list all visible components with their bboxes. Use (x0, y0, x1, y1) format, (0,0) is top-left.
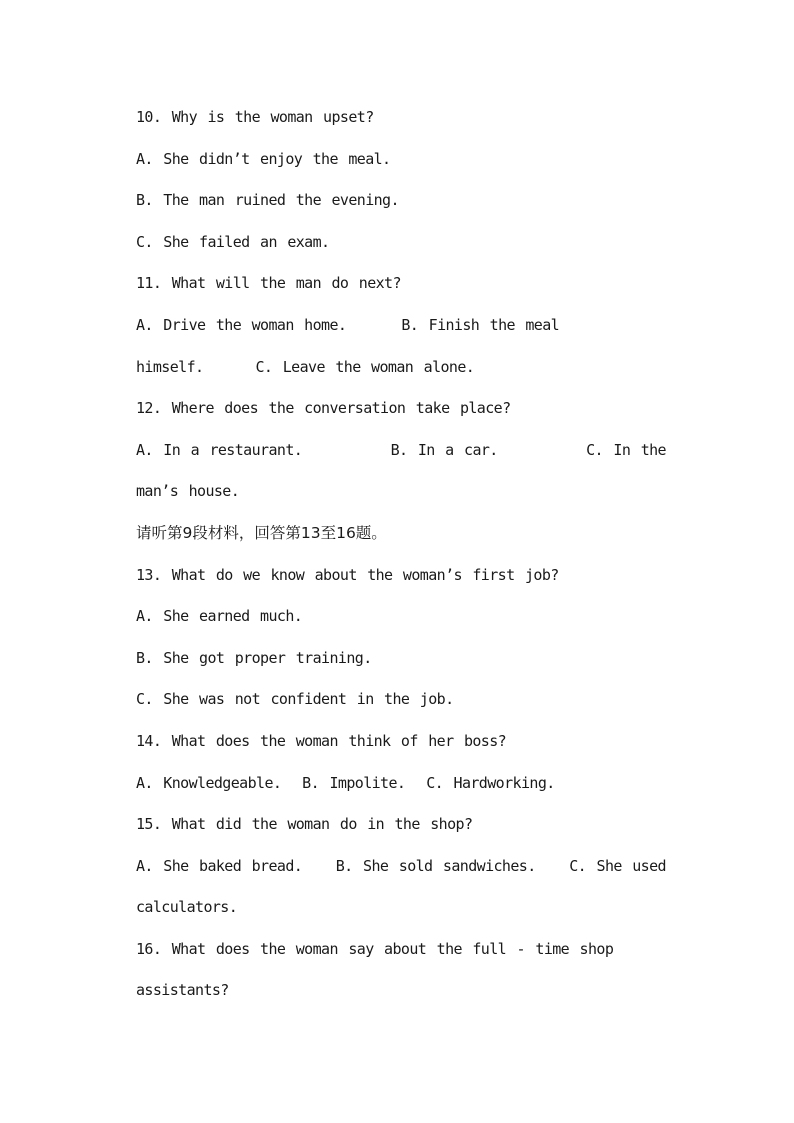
q13-option-c: C. She was not confident in the job. (136, 690, 454, 709)
q15-option-a: A. She baked bread. (136, 856, 303, 875)
q11-options-row (136, 305, 666, 347)
q12-option-a: A. In a restaurant. (136, 440, 303, 459)
question-16: 16. What does the woman say about the full - time shop (136, 939, 614, 958)
q15-options-row (136, 846, 666, 888)
q15-option-c: C. She used (569, 856, 666, 875)
q14-options: A. Knowledgeable. B. Impolite. C. Hardworking. (136, 773, 555, 792)
q13-option-b: B. She got proper training. (136, 648, 372, 667)
q12-option-c-continued: man’s house. (136, 482, 240, 501)
q13-option-a: A. She earned much. (136, 607, 303, 626)
q10-option-a: A. She didn’t enjoy the meal. (136, 149, 391, 168)
q15-option-b: B. She sold sandwiches. (335, 856, 536, 875)
q12-option-c: C. In the (586, 440, 666, 459)
q11-options-row-2 (136, 347, 666, 389)
question-15: 15. What did the woman do in the shop? (136, 815, 473, 834)
question-11: 11. What will the man do next? (136, 274, 401, 293)
q11-option-b: B. Finish the meal (401, 315, 560, 334)
question-16-continued: assistants? (136, 981, 229, 1000)
q12-options-row (136, 430, 666, 472)
q15-option-c-continued: calculators. (136, 898, 238, 917)
q10-option-c: C. She failed an exam. (136, 232, 330, 251)
q12-option-b: B. In a car. (390, 440, 498, 459)
q10-option-b: B. The man ruined the evening. (136, 191, 399, 210)
question-10: 10. Why is the woman upset? (136, 108, 374, 126)
exam-page (136, 97, 666, 1012)
q11-option-a: A. Drive the woman home. (136, 315, 347, 334)
q11-option-b-continued: himself. (136, 357, 204, 376)
question-13: 13. What do we know about the woman’s first job? (136, 565, 559, 584)
question-14: 14. What does the woman think of her boss? (136, 731, 507, 750)
question-12: 12. Where does the conversation take place? (136, 399, 511, 418)
q11-option-c: C. Leave the woman alone. (255, 357, 475, 376)
section-instruction: 请听第9段材料，回答第13至16题。 (136, 523, 387, 542)
